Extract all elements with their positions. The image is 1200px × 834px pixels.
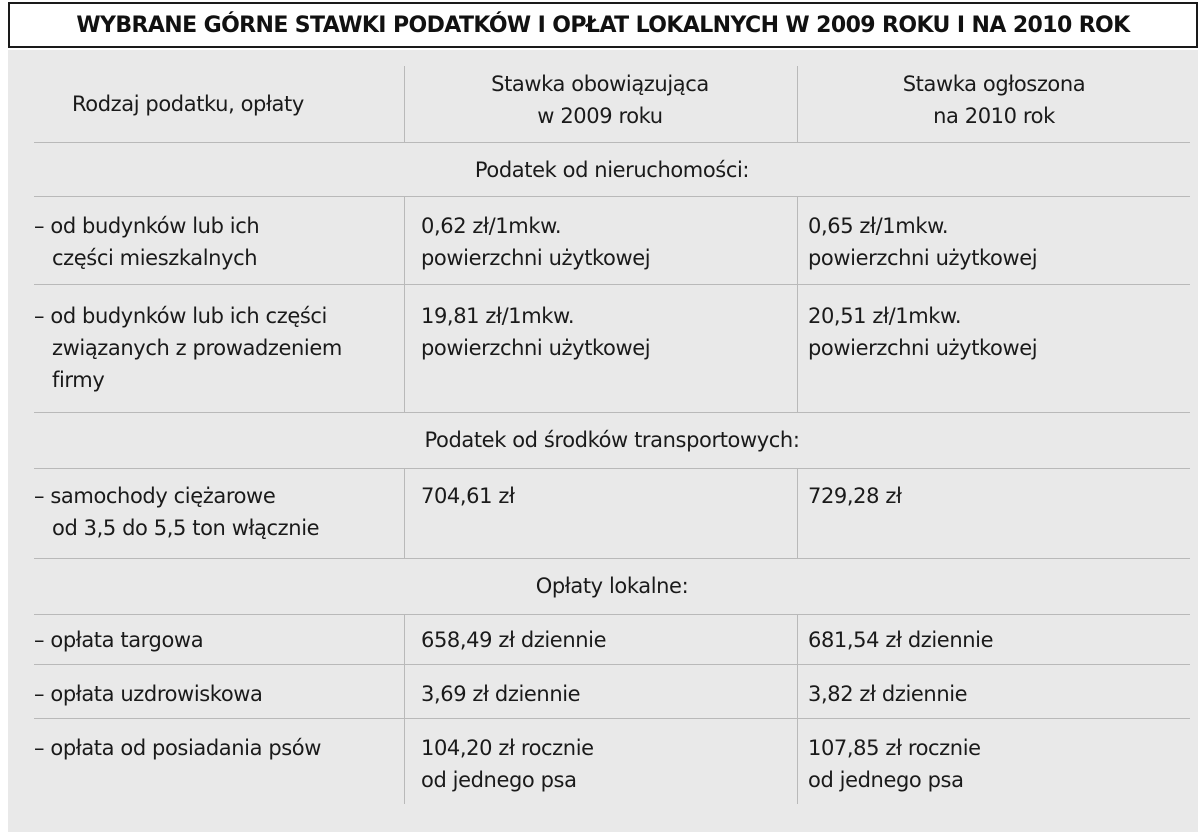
- header-divider: [797, 66, 798, 142]
- section-title-vehicle-tax: Podatek od środków transportowych:: [424, 428, 800, 452]
- column-divider: [797, 284, 798, 412]
- row-rate-2010: 681,54 zł dziennie: [808, 628, 994, 652]
- row-rate-2010: 107,85 zł rocznie od jednego psa: [808, 736, 981, 792]
- row-rate-2010: 3,82 zł dziennie: [808, 682, 968, 706]
- row-divider: [34, 412, 1190, 413]
- header-col-type: Rodzaj podatku, opłaty: [72, 92, 304, 116]
- row-rate-2009: 704,61 zł: [421, 484, 515, 508]
- section-title-local-fees: Opłaty lokalne:: [535, 574, 689, 598]
- row-divider: [34, 196, 1190, 197]
- row-rate-2009: 19,81 zł/1mkw. powierzchni użytkowej: [421, 304, 651, 360]
- row-name: – samochody ciężarowe od 3,5 do 5,5 ton włącznie: [34, 484, 320, 540]
- row-name: – od budynków lub ich części związanych z prowadzeniem firmy: [34, 304, 342, 392]
- column-divider: [797, 196, 798, 284]
- row-rate-2010: 20,51 zł/1mkw. powierzchni użytkowej: [808, 304, 1038, 360]
- column-divider: [797, 718, 798, 804]
- row-rate-2009: 658,49 zł dziennie: [421, 628, 607, 652]
- column-divider: [797, 664, 798, 718]
- row-name: – opłata od posiadania psów: [34, 736, 322, 760]
- header-col-2010: Stawka ogłoszona na 2010 rok: [902, 72, 1086, 128]
- column-divider: [797, 468, 798, 558]
- document-title: WYBRANE GÓRNE STAWKI PODATKÓW I OPŁAT LOKALNYCH W 2009 ROKU I NA 2010 ROK: [76, 12, 1130, 38]
- row-divider: [34, 142, 1190, 143]
- row-divider: [34, 558, 1190, 559]
- row-rate-2010: 0,65 zł/1mkw. powierzchni użytkowej: [808, 214, 1038, 270]
- row-name: – opłata targowa: [34, 628, 204, 652]
- header-divider: [404, 66, 405, 142]
- row-rate-2009: 3,69 zł dziennie: [421, 682, 581, 706]
- header-col-2009: Stawka obowiązująca w 2009 roku: [491, 72, 709, 128]
- row-rate-2009: 0,62 zł/1mkw. powierzchni użytkowej: [421, 214, 651, 270]
- rates-table: [8, 50, 1198, 832]
- row-rate-2010: 729,28 zł: [808, 484, 902, 508]
- row-name: – od budynków lub ich części mieszkalnych: [34, 214, 260, 270]
- column-divider: [404, 284, 405, 412]
- column-divider: [404, 196, 405, 284]
- column-divider: [404, 614, 405, 664]
- column-divider: [404, 664, 405, 718]
- column-divider: [404, 718, 405, 804]
- row-divider: [34, 614, 1190, 615]
- row-divider: [34, 284, 1190, 285]
- row-name: – opłata uzdrowiskowa: [34, 682, 263, 706]
- row-divider: [34, 718, 1190, 719]
- title-bar: [8, 2, 1198, 48]
- row-divider: [34, 468, 1190, 469]
- column-divider: [404, 468, 405, 558]
- section-title-property-tax: Podatek od nieruchomości:: [474, 158, 750, 182]
- row-rate-2009: 104,20 zł rocznie od jednego psa: [421, 736, 594, 792]
- column-divider: [797, 614, 798, 664]
- row-divider: [34, 664, 1190, 665]
